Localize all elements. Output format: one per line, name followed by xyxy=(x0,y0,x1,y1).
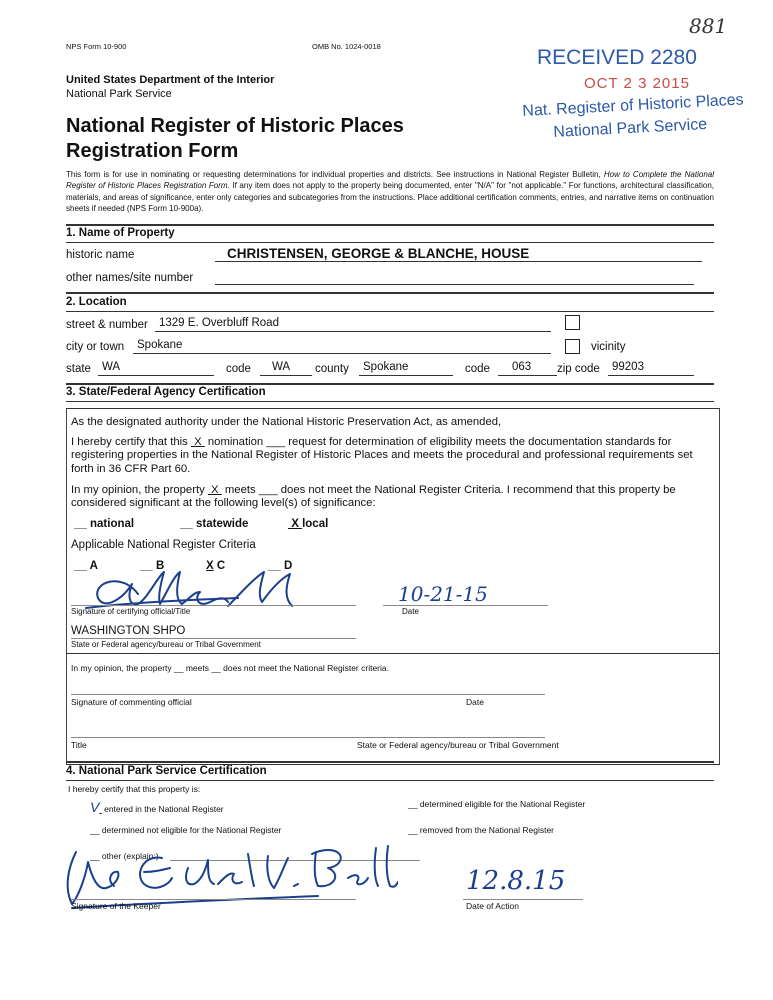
county-field[interactable]: Spokane xyxy=(359,361,453,376)
stamp-date: OCT 2 3 2015 xyxy=(584,75,690,92)
keeper-signature-label: Signature of the Keeper xyxy=(71,901,161,911)
commenting-opinion: In my opinion, the property __ meets __ does not meet the National Register criteria. xyxy=(71,663,389,673)
criterion-a[interactable]: __ A xyxy=(74,560,98,572)
agency: National Park Service xyxy=(66,88,172,100)
not-for-publication-checkbox[interactable] xyxy=(565,315,580,330)
date-of-action-value: 12.8.15 xyxy=(466,866,566,896)
county-label: county xyxy=(315,363,349,375)
authority-text: As the designated authority under the National Historic Preservation Act, as amended, xyxy=(71,416,502,428)
commenting-agency-label: State or Federal agency/bureau or Tribal Government xyxy=(357,740,559,750)
state-code-label: code xyxy=(226,363,251,375)
section1-heading: 1. Name of Property xyxy=(66,227,175,239)
level-local[interactable]: X local xyxy=(291,518,329,530)
not-eligible-option[interactable]: __ determined not eligible for the National Register xyxy=(90,825,282,835)
form-number: NPS Form 10-900 xyxy=(66,42,127,51)
criterion-d[interactable]: __ D xyxy=(268,560,293,572)
commenting-date-label: Date xyxy=(466,697,484,707)
stamp-line1: Nat. Register of Historic Places xyxy=(522,91,744,120)
handwritten-number: 881 xyxy=(689,14,728,38)
state-code-field[interactable]: WA xyxy=(260,361,312,376)
opinion-text: In my opinion, the property X meets ___ does not meet the National Register Criteria. I recommend that this property be considered significant at the following level(s) of significance: xyxy=(71,484,676,510)
other-option[interactable]: __ other (explain:) xyxy=(90,851,159,861)
stamp-received: RECEIVED 2280 xyxy=(537,46,697,69)
commenting-signature-label: Signature of commenting official xyxy=(71,697,192,707)
certify-text: I hereby certify that this X nomination ___ request for determination of eligibility meets the documentation standards for registering properties in the National Register of Historic Places and meets the procedural and professional requirements set forth in 36 CFR Part 60. xyxy=(71,436,693,475)
removed-option[interactable]: __ removed from the National Register xyxy=(408,825,554,835)
criteria-label: Applicable National Register Criteria xyxy=(71,539,256,551)
commenting-title-label: Title xyxy=(71,740,87,750)
street-label: street & number xyxy=(66,319,148,331)
historic-name-label: historic name xyxy=(66,249,135,261)
agency-label: State or Federal agency/bureau or Tribal Government xyxy=(71,640,261,649)
state-field[interactable]: WA xyxy=(98,361,214,376)
agency-value: WASHINGTON SHPO xyxy=(71,625,186,637)
city-label: city or town xyxy=(66,341,125,353)
county-code-label: code xyxy=(465,363,490,375)
county-code-field[interactable]: 063 xyxy=(498,361,557,376)
form-title-line2: Registration Form xyxy=(66,140,239,162)
form-title-line1: National Register of Historic Places xyxy=(66,115,404,137)
vicinity-label: vicinity xyxy=(591,341,626,353)
criterion-c[interactable]: X C xyxy=(206,560,226,572)
section2-heading: 2. Location xyxy=(66,296,127,308)
state-label: state xyxy=(66,363,91,375)
instructions: This form is for use in nominating or requesting determinations for individual properties and districts. See instructions in National Register Bulletin, How to Complete the National Register of Historic Places Registration Form. If any item does not apply to the property being documented, enter "N/A" for "not applicable." For functions, architectural classification, materials, and areas of significance, enter only categories and subcategories from the instructions. Place additional certification comments, entries, and narrative items on continuation sheets if needed (NPS Form 10-900a). xyxy=(66,170,715,214)
zip-label: zip code xyxy=(557,363,600,375)
department: United States Department of the Interior xyxy=(66,74,275,86)
zip-field[interactable]: 99203 xyxy=(608,361,694,376)
city-field[interactable]: Spokane xyxy=(133,339,551,354)
other-names-label: other names/site number xyxy=(66,272,194,284)
street-field[interactable]: 1329 E. Overbluff Road xyxy=(155,317,551,332)
level-statewide[interactable]: __ statewide xyxy=(180,518,249,530)
vicinity-checkbox[interactable] xyxy=(565,339,580,354)
level-national[interactable]: __ national xyxy=(74,518,135,530)
section3-heading: 3. State/Federal Agency Certification xyxy=(66,386,266,398)
other-names-field[interactable] xyxy=(215,270,694,285)
criterion-b[interactable]: __ B xyxy=(140,560,165,572)
determined-eligible-option[interactable]: __ determined eligible for the National Register xyxy=(408,799,586,809)
certifying-date-value: 10-21-15 xyxy=(398,582,488,606)
entered-option[interactable]: V entered in the National Register xyxy=(90,799,224,815)
section4-heading: 4. National Park Service Certification xyxy=(66,765,267,777)
section4-intro: I hereby certify that this property is: xyxy=(68,784,201,794)
omb-number: OMB No. 1024-0018 xyxy=(312,42,381,51)
certifying-date-label: Date xyxy=(402,607,419,616)
stamp-line2: National Park Service xyxy=(553,115,708,141)
historic-name-field[interactable]: CHRISTENSEN, GEORGE & BLANCHE, HOUSE xyxy=(215,246,702,262)
certifying-signature-label: Signature of certifying official/Title xyxy=(71,607,191,616)
date-of-action-label: Date of Action xyxy=(466,901,519,911)
